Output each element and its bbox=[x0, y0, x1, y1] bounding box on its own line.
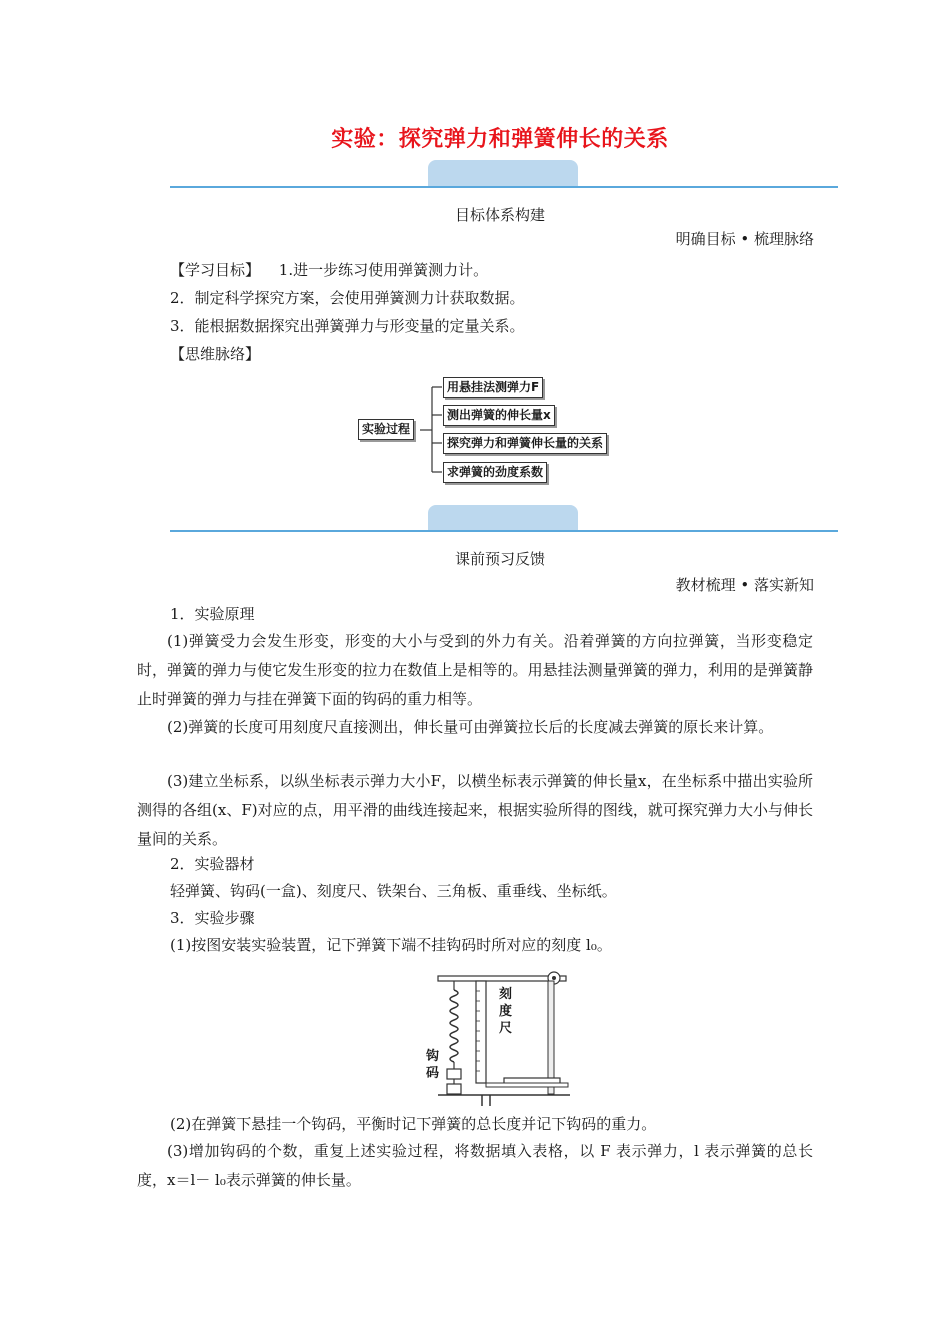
subsection-heading: 2．实验器材 bbox=[170, 855, 255, 873]
spring bbox=[450, 990, 458, 1062]
mind-map-branch: 探究弹力和弹簧伸长量的关系 bbox=[443, 433, 607, 454]
paragraph: (3)增加钩码的个数，重复上述实验过程，将数据填入表格，以 F 表示弹力，l 表示弹簧的总长度，x＝l－ l₀表示弹簧的伸长量。 bbox=[137, 1142, 813, 1189]
top-bar bbox=[438, 976, 566, 981]
page-title: 实验：探究弹力和弹簧伸长的关系 bbox=[331, 127, 669, 152]
goal-item: 1.进一步练习使用弹簧测力计。 bbox=[278, 261, 489, 279]
paragraph: 轻弹簧、钩码(一盒)、刻度尺、铁架台、三角板、重垂线、坐标纸。 bbox=[170, 882, 617, 900]
mind-map-root: 实验过程 bbox=[358, 419, 414, 440]
goals-label: 【学习目标】 bbox=[170, 261, 261, 279]
section-heading: 目标体系构建 bbox=[454, 206, 545, 224]
paragraph: (2)在弹簧下悬挂一个钩码，平衡时记下弹簧的总长度并记下钩码的重力。 bbox=[170, 1115, 657, 1133]
weight-label: 钩码 bbox=[426, 1049, 440, 1081]
ruler-label: 刻度尺 bbox=[499, 987, 513, 1036]
subsection-heading: 3．实验步骤 bbox=[170, 909, 255, 927]
stand-rod bbox=[548, 981, 554, 1094]
subsection-heading: 1．实验原理 bbox=[170, 605, 255, 623]
section-divider bbox=[170, 186, 838, 188]
mind-map-label: 【思维脉络】 bbox=[170, 345, 261, 363]
section-divider bbox=[170, 530, 838, 532]
section-subheading: 教材梳理 • 落实新知 bbox=[675, 576, 814, 594]
mind-map-branch: 求弹簧的劲度系数 bbox=[443, 462, 547, 483]
goal-item: 3．能根据数据探究出弹簧弹力与形变量的定量关系。 bbox=[170, 317, 525, 335]
mind-map-branch: 用悬挂法测弹力F bbox=[443, 377, 543, 398]
weight bbox=[447, 1069, 461, 1079]
paragraph: (3)建立坐标系，以纵坐标表示弹力大小F，以横坐标表示弹簧的伸长量x，在坐标系中描出实验所测得的各组(x、F)对应的点，用平滑的曲线连接起来，根据实验所得的图线，就可探究弹力大小与伸长量间的关系。 bbox=[137, 772, 813, 848]
ruler bbox=[476, 981, 486, 1083]
weight bbox=[447, 1084, 461, 1094]
goal-item: 2．制定科学探究方案，会使用弹簧测力计获取数据。 bbox=[170, 289, 525, 307]
section-tab-decoration bbox=[428, 160, 578, 187]
section-tab-decoration bbox=[428, 505, 578, 532]
section-subheading: 明确目标 • 梳理脉络 bbox=[675, 230, 814, 248]
paragraph: (1)弹簧受力会发生形变，形变的大小与受到的外力有关。沿着弹簧的方向拉弹簧，当形变稳定时，弹簧的弹力与使它发生形变的拉力在数值上是相等的。用悬挂法测量弹簧的弹力，利用的是弹簧静止时弹簧的弹力与挂在弹簧下面的钩码的重力相等。 bbox=[137, 632, 813, 708]
learning-goals bbox=[170, 256, 488, 284]
mind-map-branch: 测出弹簧的伸长量x bbox=[443, 405, 555, 426]
section-heading: 课前预习反馈 bbox=[454, 550, 545, 568]
paragraph: (1)按图安装实验装置，记下弹簧下端不挂钩码时所对应的刻度 l₀。 bbox=[170, 936, 612, 954]
paragraph: (2)弹簧的长度可用刻度尺直接测出，伸长量可由弹簧拉长后的长度减去弹簧的原长来计算。 bbox=[167, 718, 774, 736]
